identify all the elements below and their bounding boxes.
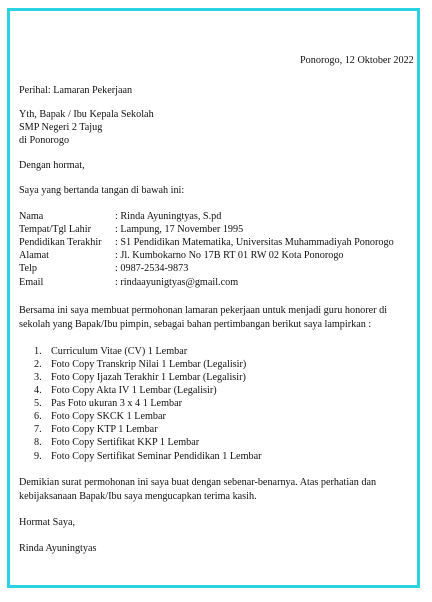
closing-text: Demikian surat permohonan ini saya buat dengan sebenar-benarnya. Atas perhatian dan (19, 477, 377, 488)
list-item: Foto Copy SKCK 1 Lembar (51, 411, 166, 422)
letter-date: Ponorogo, 12 Oktober 2022 (300, 55, 414, 66)
identity-value: : Jl. Kumbokarno No 17B RT 01 RW 02 Kota Ponorogo (115, 250, 344, 261)
list-item-number: 9. (34, 451, 42, 462)
intro-text: Saya yang bertanda tangan di bawah ini: (19, 185, 185, 196)
list-item: Foto Copy Akta IV 1 Lembar (Legalisir) (51, 385, 217, 396)
identity-value: : 0987-2534-9873 (115, 263, 189, 274)
list-item: Foto Copy Transkrip Nilai 1 Lembar (Legalisir) (51, 359, 247, 370)
letter-subject: Perihal: Lamaran Pekerjaan (19, 85, 133, 96)
list-item-number: 3. (34, 372, 42, 383)
identity-value: : Rinda Ayuningtyas, S.pd (115, 211, 222, 222)
identity-label: Nama (19, 211, 44, 222)
closing-text: kebijaksanaan Bapak/Ibu saya mengucapkan terima kasih. (19, 491, 257, 502)
identity-label: Pendidikan Terakhir (19, 237, 102, 248)
list-item-number: 8. (34, 437, 42, 448)
recipient-line: di Ponorogo (19, 135, 70, 146)
body-text: Bersama ini saya membuat permohonan lamaran pekerjaan untuk menjadi guru honorer di (19, 305, 388, 316)
signoff: Hormat Saya, (19, 517, 76, 528)
identity-value: : Lampung, 17 November 1995 (115, 224, 244, 235)
signature-name: Rinda Ayuningtyas (19, 543, 97, 554)
list-item-number: 1. (34, 346, 42, 357)
identity-label: Tempat/Tgl Lahir (19, 224, 91, 235)
list-item: Pas Foto ukuran 3 x 4 1 Lembar (51, 398, 183, 409)
list-item: Curriculum Vitae (CV) 1 Lembar (51, 346, 188, 357)
list-item-number: 4. (34, 385, 42, 396)
list-item: Foto Copy KTP 1 Lembar (51, 424, 158, 435)
body-text: sekolah yang Bapak/Ibu pimpin, sebagai bahan pertimbangan berikut saya lampirkan : (19, 319, 372, 330)
identity-label: Email (19, 277, 44, 288)
identity-label: Telp (19, 263, 37, 274)
identity-value: : rindaayunigtyas@gmail.com (115, 277, 239, 288)
list-item: Foto Copy Ijazah Terakhir 1 Lembar (Legalisir) (51, 372, 246, 383)
list-item-number: 2. (34, 359, 42, 370)
list-item-number: 6. (34, 411, 42, 422)
salutation: Dengan hormat, (19, 160, 85, 171)
recipient-line: SMP Negeri 2 Tajug (19, 122, 103, 133)
identity-label: Alamat (19, 250, 49, 261)
recipient-line: Yth, Bapak / Ibu Kepala Sekolah (19, 109, 154, 120)
list-item: Foto Copy Sertifikat KKP 1 Lembar (51, 437, 200, 448)
identity-value: : S1 Pendidikan Matematika, Universitas Muhammadiyah Ponorogo (115, 237, 394, 248)
list-item-number: 5. (34, 398, 42, 409)
list-item: Foto Copy Sertifikat Seminar Pendidikan 1 Lembar (51, 451, 262, 462)
list-item-number: 7. (34, 424, 42, 435)
